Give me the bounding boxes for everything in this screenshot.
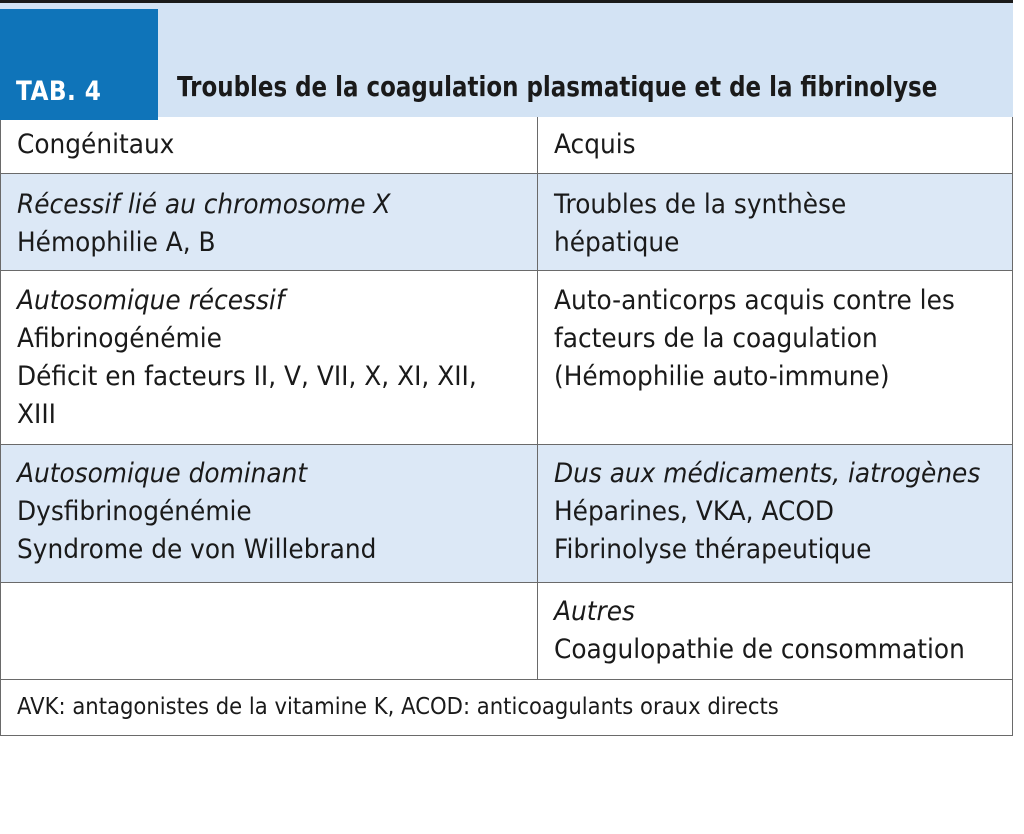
cell-congenital [1,174,538,270]
column-header-acquired [538,117,1012,173]
cell-line: Héparines, VKA, ACOD [554,496,835,527]
cell-line: facteurs de la coagulation [554,323,878,354]
table-number-label: TAB. 4 [16,76,102,107]
cell-line: Fibrinolyse thérapeutique [554,534,872,565]
table-row [0,445,1013,583]
table-row [0,271,1013,445]
column-header-congenital [1,117,538,173]
cell-congenital [1,445,538,582]
cell-heading: Autosomique récessif [17,285,285,316]
cell-line: Coagulopathie de consommation [554,634,965,665]
cell-line: hépatique [554,227,680,258]
cell-acquired [538,174,1012,270]
column-header-row [0,117,1013,174]
cell-heading: Récessif lié au chromosome X [17,189,391,220]
table-row [0,174,1013,271]
cell-line: Troubles de la synthèse [554,189,847,220]
cell-congenital [1,271,538,444]
cell-heading: Dus aux médicaments, iatrogènes [554,458,981,489]
cell-line: Auto-anticorps acquis contre les [554,285,955,316]
cell-line: Afibrinogénémie [17,323,222,354]
cell-line: Déficit en facteurs II, V, VII, X, XI, XII, [17,361,477,392]
table-title: Troubles de la coagulation plasmatique et de la fibrinolyse [177,70,938,103]
cell-acquired [538,271,1012,444]
cell-heading: Autosomique dominant [17,458,308,489]
cell-heading: Autres [554,596,635,627]
cell-acquired [538,583,1012,679]
column-header-label: Acquis [554,129,636,160]
cell-acquired [538,445,1012,582]
footnote-text: AVK: antagonistes de la vitamine K, ACOD: anticoagulants oraux directs [17,694,779,720]
column-header-label: Congénitaux [17,129,175,160]
cell-line: Dysfibrinogénémie [17,496,252,527]
table-row [0,583,1013,680]
table-number-badge [0,9,158,120]
table-header [0,0,1013,117]
cell-line: Hémophilie A, B [17,227,216,258]
cell-line: XIII [17,399,56,430]
cell-line: Syndrome de von Willebrand [17,534,377,565]
cell-line: (Hémophilie auto-immune) [554,361,890,392]
table-footnote [0,680,1013,736]
cell-congenital-empty [1,583,538,679]
